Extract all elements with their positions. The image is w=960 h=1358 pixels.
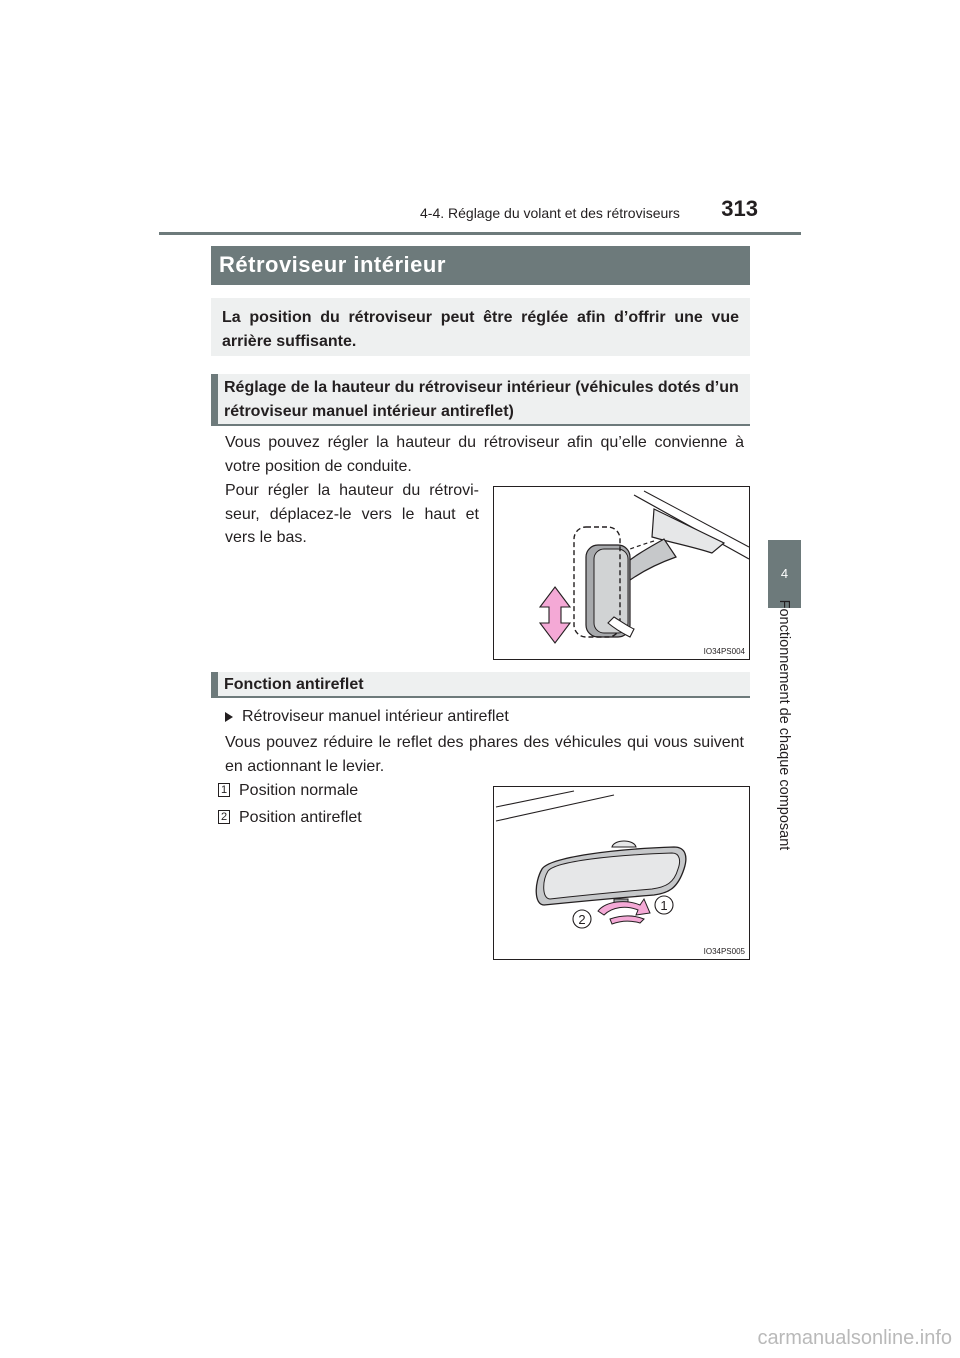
- mirror-height-illustration: [494, 487, 751, 661]
- antiglare-bullet: Rétroviseur manuel intérieur antireflet: [242, 708, 509, 725]
- list-item: [218, 782, 358, 800]
- chapter-label: Fonctionnement de chaque composant: [776, 599, 792, 851]
- figure-code: IO34PS005: [703, 947, 745, 956]
- callout-1: 1: [660, 898, 668, 913]
- list-item-label: Position antireflet: [239, 809, 362, 826]
- list-item-label: Position normale: [239, 782, 359, 799]
- antiglare-paragraph: Vous pouvez réduire le reflet des phares des véhicules qui vous suivent en actionnant le levier.: [225, 734, 744, 775]
- list-item: [218, 809, 362, 827]
- bullet-triangle-icon: [225, 712, 233, 722]
- number-badge: 1: [218, 783, 230, 797]
- antiglare-figure: [493, 786, 750, 960]
- header-divider: [159, 232, 801, 235]
- antiglare-heading: Fonction antireflet: [211, 672, 750, 698]
- height-paragraph-1: Vous pouvez régler la hauteur du rétroviseur afin qu’elle convienne à votre position de conduite.: [225, 434, 744, 475]
- height-adjust-heading: Réglage de la hauteur du rétroviseur intérieur (véhicules dotés d’un rétroviseur manuel intérieur antireflet): [211, 374, 750, 426]
- number-badge: 2: [218, 810, 230, 824]
- watermark: carmanualsonline.info: [757, 1327, 952, 1349]
- intro-box: La position du rétroviseur peut être réglée afin d’offrir une vue arrière suffisante.: [211, 298, 750, 356]
- page-title: Rétroviseur intérieur: [211, 246, 750, 285]
- figure-code: IO34PS004: [703, 647, 745, 656]
- callout-2: 2: [578, 912, 586, 927]
- section-title: 4-4. Réglage du volant et des rétroviseurs: [420, 205, 680, 221]
- page-number: 313: [721, 196, 758, 221]
- chapter-number: 4: [780, 566, 789, 581]
- antiglare-illustration: [494, 787, 751, 961]
- height-paragraph-2: Pour régler la hauteur du rétroviseur, déplacez-le vers le haut et vers le bas.: [225, 482, 479, 546]
- mirror-height-figure: [493, 486, 750, 660]
